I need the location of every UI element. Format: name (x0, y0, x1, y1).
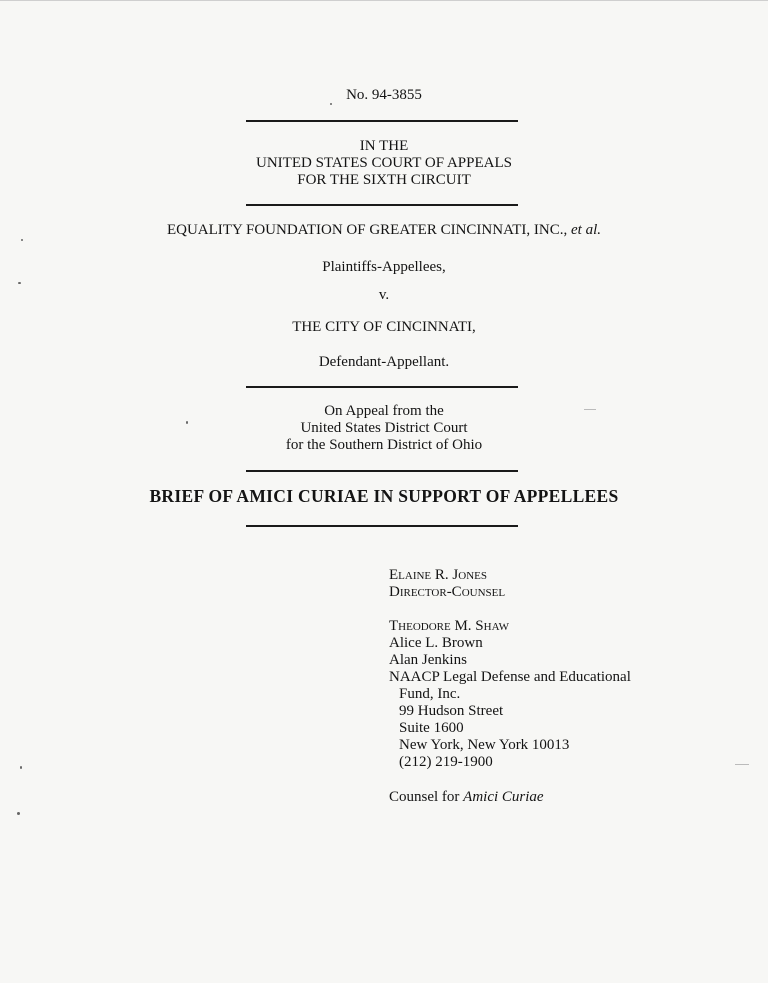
defendant-role: Defendant-Appellant. (318, 354, 450, 370)
scan-speck (330, 103, 332, 105)
counsel-name-shaw: Theodore M. Shaw (389, 618, 510, 634)
scan-speck (20, 766, 22, 769)
divider-rule (246, 120, 518, 122)
counsel-org-line-2: Fund, Inc. (399, 686, 461, 702)
counsel-name-brown: Alice L. Brown (389, 635, 483, 651)
scan-speck (18, 282, 21, 284)
scan-speck (584, 409, 596, 410)
scan-speck (17, 812, 20, 815)
counsel-org-line-1: NAACP Legal Defense and Educational (389, 669, 631, 685)
docket-number: No. 94-3855 (346, 87, 422, 103)
counsel-for (389, 789, 544, 807)
counsel-for-prefix: Counsel for (389, 789, 460, 805)
defendant-name: THE CITY OF CINCINNATI, (292, 319, 476, 335)
court-heading-line-2: UNITED STATES COURT OF APPEALS (256, 155, 512, 171)
divider-rule (246, 525, 518, 527)
scan-speck (735, 764, 749, 765)
appeal-line-3: for the Southern District of Ohio (285, 437, 483, 453)
court-heading-line-1: IN THE (359, 138, 409, 154)
brief-title: BRIEF OF AMICI CURIAE IN SUPPORT OF APPELLEES (149, 486, 619, 506)
counsel-name-jenkins: Alan Jenkins (389, 652, 467, 668)
divider-rule (246, 386, 518, 388)
plaintiff-et-al: et al. (571, 222, 601, 238)
appeal-line-1: On Appeal from the (324, 403, 444, 419)
plaintiff-name-text: EQUALITY FOUNDATION OF GREATER CINCINNATI, INC., (166, 222, 568, 238)
divider-rule (246, 470, 518, 472)
court-heading-line-3: FOR THE SIXTH CIRCUIT (297, 172, 471, 188)
appeal-line-2: United States District Court (300, 420, 468, 436)
counsel-title-jones: Director-Counsel (389, 584, 506, 600)
counsel-for-party: Amici Curiae (463, 789, 544, 805)
plaintiff-role: Plaintiffs-Appellees, (322, 259, 446, 275)
versus: v. (378, 287, 390, 303)
counsel-address-city: New York, New York 10013 (399, 737, 570, 753)
counsel-address-street: 99 Hudson Street (399, 703, 504, 719)
page-edge (0, 0, 768, 1)
counsel-name-jones: Elaine R. Jones (389, 567, 487, 583)
scan-speck (21, 239, 23, 241)
counsel-phone: (212) 219-1900 (399, 754, 493, 770)
plaintiff-name (0, 221, 768, 239)
scan-speck (186, 421, 188, 424)
divider-rule (246, 204, 518, 206)
counsel-address-suite: Suite 1600 (399, 720, 464, 736)
